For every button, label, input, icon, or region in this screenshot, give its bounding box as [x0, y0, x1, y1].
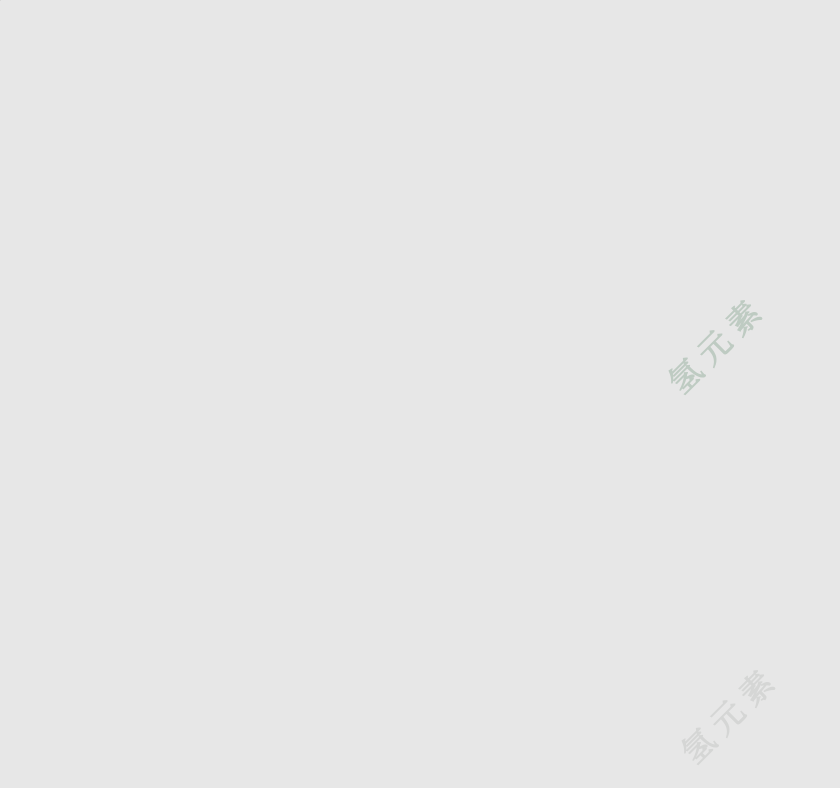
site-watermark: 氢元素 — [674, 658, 788, 771]
site-watermark: 氢元素 — [661, 288, 775, 401]
